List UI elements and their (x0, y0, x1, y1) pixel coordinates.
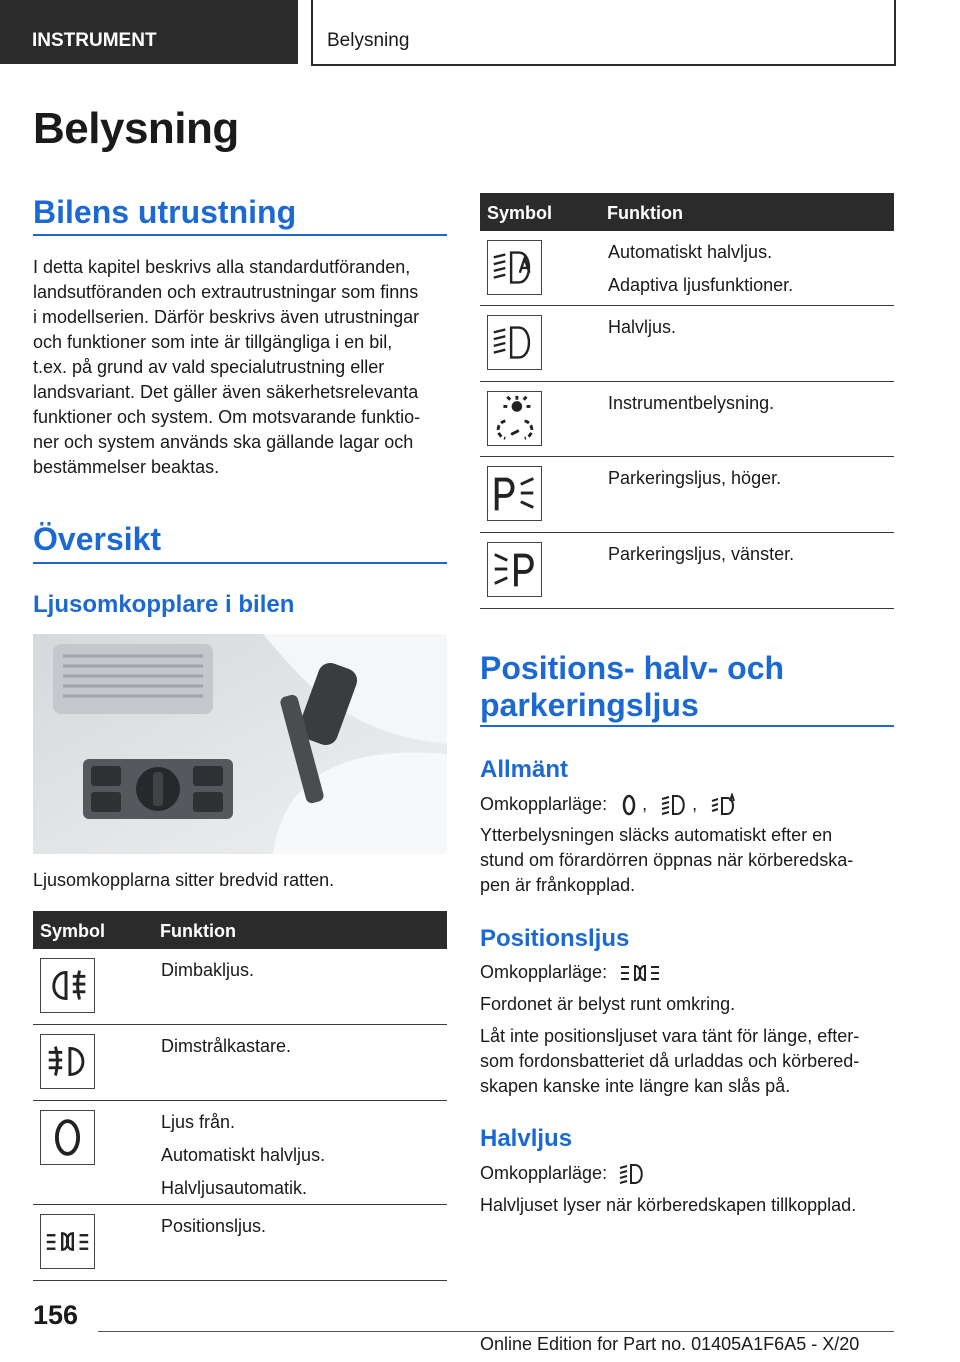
position-light-heading: Positionsljus (480, 925, 630, 952)
low-beam-icon (618, 1162, 648, 1186)
low-beam-switch-line: Omkopplarläge: (480, 1161, 648, 1186)
position-light-line: Fordonet är belyst runt omkring. (480, 994, 736, 1014)
position-light-text: Låt inte positionsljuset vara tänt för länge, efter- som fordonsbatteriet då urladdas och körbered- skapen kanske inte längre kan slås på. (480, 1026, 860, 1096)
lights-off-icon (618, 793, 640, 817)
symbol-table-left (33, 911, 447, 1281)
table-row (33, 1205, 447, 1281)
parking-lights-icon (40, 1214, 95, 1269)
overview-heading: Översikt (33, 521, 162, 557)
equipment-line: i modellserien. Därför beskrivs även utrustningar (33, 307, 420, 327)
auto-low-beam-icon (487, 240, 542, 295)
equipment-heading: Bilens utrustning (33, 194, 297, 230)
parking-light-right-icon (487, 466, 542, 521)
function-text: Parkeringsljus, vänster. (608, 544, 795, 564)
equipment-line: t.ex. på grund av vald specialutrustning eller (33, 357, 385, 377)
equipment-line: och funktioner som inte är tillgängliga i en bil, (33, 332, 393, 352)
table-row (33, 1025, 447, 1101)
equipment-line: landsvariant. Det gäller även säkerhetsrelevanta (33, 382, 419, 402)
position-light-switch-line: Omkopplarläge: (480, 960, 662, 985)
low-beam-line: Halvljuset lyser när körberedskapen tillkopplad. (480, 1195, 857, 1215)
table-row (480, 231, 894, 306)
front-fog-light-icon (40, 1034, 95, 1089)
table-row (480, 306, 894, 382)
equipment-line: bestämmelser beaktas. (33, 457, 220, 477)
col-function: Funktion (607, 203, 683, 223)
positions-rule (480, 725, 894, 727)
low-beam-heading: Halvljus (480, 1125, 573, 1152)
equipment-line: landsutföranden och extrautrustningar som finns (33, 282, 419, 302)
parking-lights-icon (618, 961, 662, 985)
light-switch-heading: Ljusomkopplare i bilen (33, 591, 295, 618)
col-symbol: Symbol (40, 921, 106, 941)
positions-heading (480, 650, 784, 724)
photo-caption: Ljusomkopplarna sitter bredvid ratten. (33, 870, 335, 890)
equipment-line: funktioner och system. Om motsvarande funktio- (33, 407, 421, 427)
equipment-line: I detta kapitel beskrivs alla standardutföranden, (33, 257, 411, 277)
edition-text: Online Edition for Part no. 01405A1F6A5 - X/20 (480, 1334, 860, 1354)
col-symbol: Symbol (487, 203, 553, 223)
instrument-lighting-icon (487, 391, 542, 446)
function-text: Positionsljus. (161, 1216, 267, 1236)
auto-low-beam-icon (710, 793, 740, 817)
function-text: Halvljus. (608, 317, 677, 337)
function-text: Parkeringsljus, höger. (608, 468, 782, 488)
table-row (480, 457, 894, 533)
equipment-line: ner och system används ska gällande lagar och (33, 432, 414, 452)
table-header (33, 911, 447, 949)
table-header (480, 193, 894, 231)
symbol-table-right (480, 193, 894, 609)
table-row (480, 382, 894, 457)
table-row (33, 949, 447, 1025)
col-function: Funktion (160, 921, 236, 941)
function-text: Dimbakljus. (161, 960, 255, 980)
lights-off-icon (40, 1110, 95, 1165)
low-beam-icon (660, 793, 690, 817)
page-title: Belysning (33, 104, 239, 153)
function-text: Instrumentbelysning. (608, 393, 775, 413)
overview-rule (33, 562, 447, 564)
function-text: Ljus från. Automatiskt halvljus. Halvljusautomatik. (161, 1112, 326, 1198)
footer-rule (98, 1331, 894, 1332)
section-label: INSTRUMENT (32, 30, 157, 51)
chapter-tab (311, 0, 896, 66)
low-beam-icon (487, 315, 542, 370)
general-heading: Allmänt (480, 756, 569, 783)
table-row (33, 1101, 447, 1205)
table-row (480, 533, 894, 609)
section-tab (0, 0, 298, 64)
light-switch-photo (33, 634, 447, 854)
function-text: Dimstrålkastare. (161, 1036, 292, 1056)
equipment-rule (33, 234, 447, 236)
general-text: Ytterbelysningen släcks automatiskt efter en stund om förardörren öppnas när körberedska- pen är frånkopplad. (480, 825, 854, 895)
function-text: Automatiskt halvljus. Adaptiva ljusfunktioner. (608, 242, 794, 295)
parking-light-left-icon (487, 542, 542, 597)
rear-fog-light-icon (40, 958, 95, 1013)
positions-heading-line: parkeringsljus (480, 687, 699, 723)
page-number: 156 (33, 1300, 79, 1330)
chapter-label: Belysning (327, 30, 410, 51)
general-switch-line: Omkopplarläge: , , (480, 792, 740, 817)
equipment-text (33, 255, 420, 480)
positions-heading-line: Positions- halv- och (480, 650, 785, 686)
